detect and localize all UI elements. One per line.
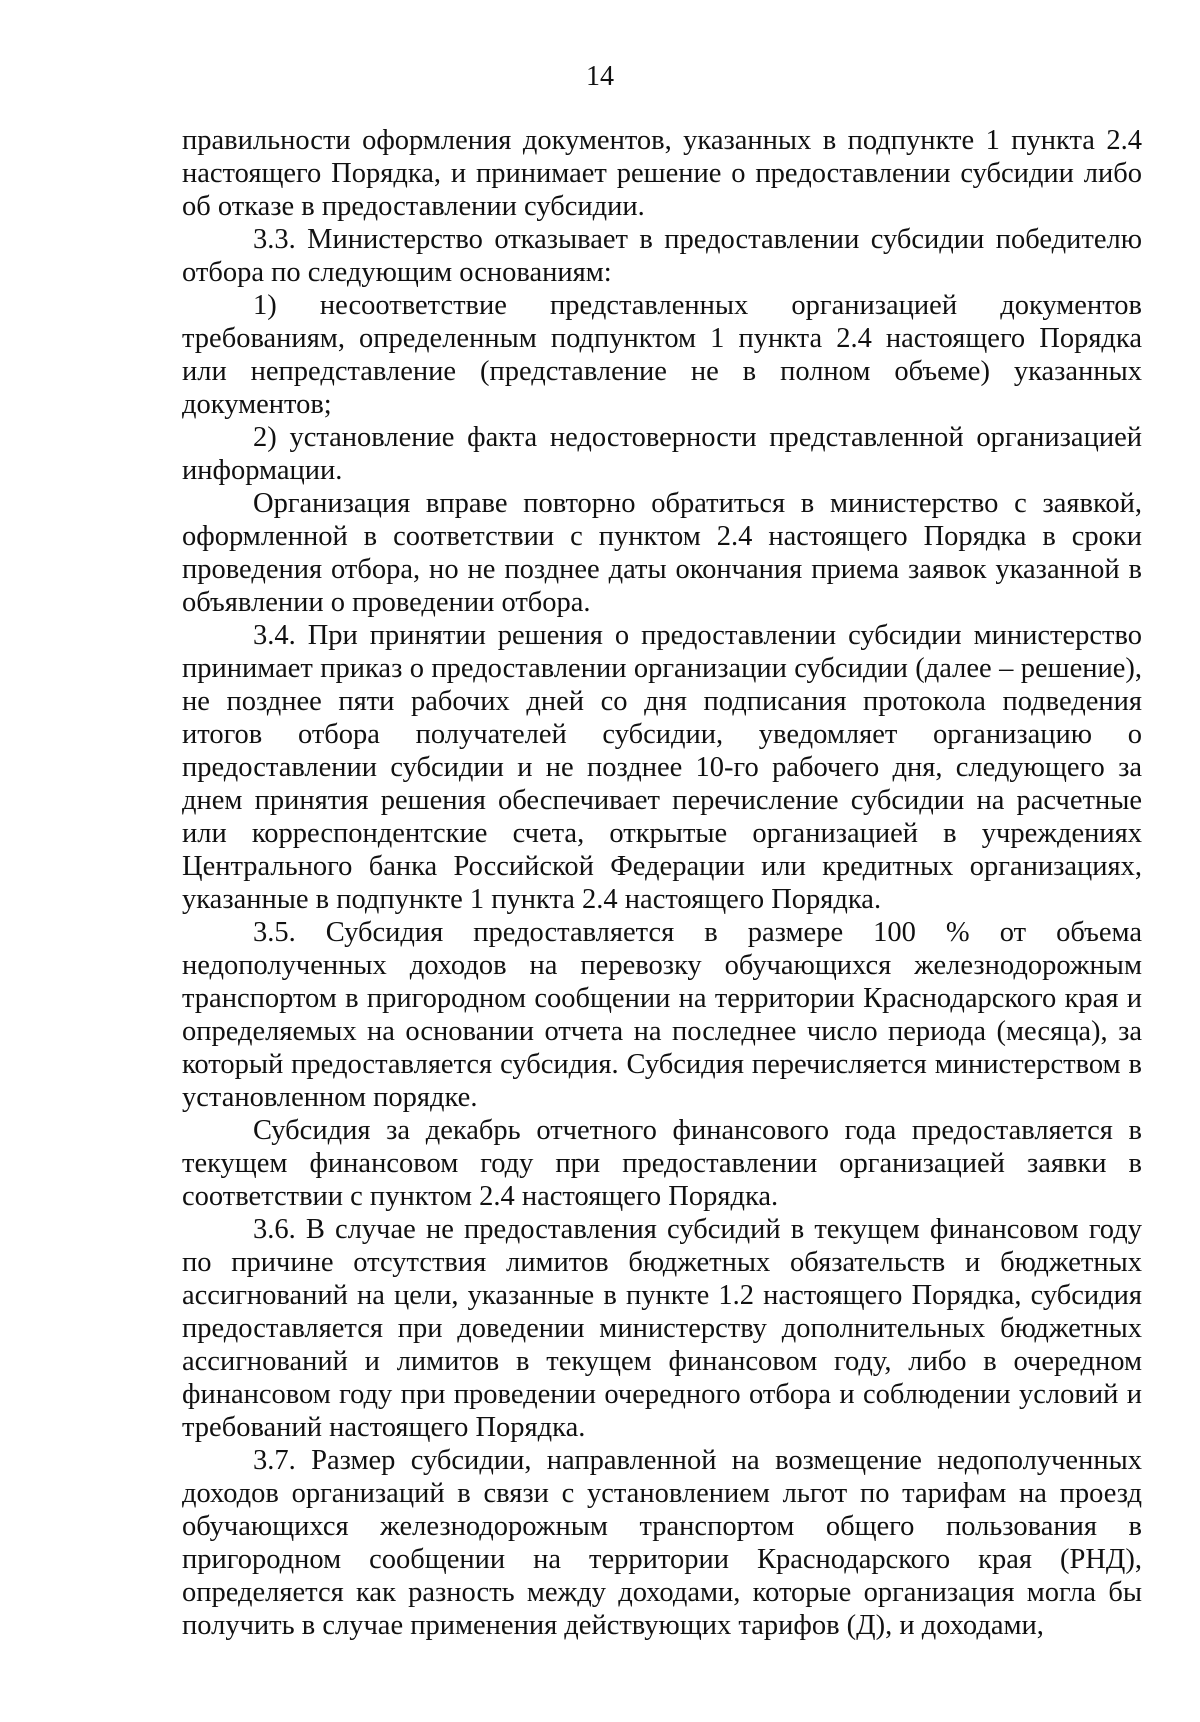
paragraph-continuation: правильности оформления документов, указанных в подпункте 1 пункта 2.4 настоящего Порядка, и принимает решение о предоставлении субсидии либо об отказе в предоставлении субсидии. bbox=[182, 125, 1142, 222]
paragraph-3-7: 3.7. Размер субсидии, направленной на возмещение недополученных доходов организаций в связи с установлением льгот по тарифам на проезд обучающихся железнодорожным транспортом общего пользования в пригородном сообщении на территории Краснодарского края (РНД), определяется как разность между доходами, которые организация могла бы получить в случае применения действующих тарифов (Д), и доходами, bbox=[182, 1445, 1142, 1641]
paragraph-december: Субсидия за декабрь отчетного финансового года предоставляется в текущем финансовом году при предоставлении организацией заявки в соответствии с пунктом 2.4 настоящего Порядка. bbox=[182, 1115, 1142, 1212]
paragraph-reapply: Организация вправе повторно обратиться в министерство с заявкой, оформленной в соответствии с пунктом 2.4 настоящего Порядка в сроки проведения отбора, но не позднее даты окончания приема заявок указанной в объявлении о проведении отбора. bbox=[182, 488, 1142, 618]
paragraph-3-3: 3.3. Министерство отказывает в предоставлении субсидии победителю отбора по следующим основаниям: bbox=[182, 224, 1142, 288]
paragraph-3-6: 3.6. В случае не предоставления субсидий в текущем финансовом году по причине отсутствия лимитов бюджетных обязательств и бюджетных ассигнований на цели, указанные в пункте 1.2 настоящего Порядка, субсидия предоставляется при доведении министерству дополнительных бюджетных ассигнований и лимитов в текущем финансовом году, либо в очередном финансовом году при проведении очередного отбора и соблюдении условий и требований настоящего Порядка. bbox=[182, 1214, 1142, 1443]
page-number: 14 bbox=[586, 61, 614, 92]
paragraph-3-3-item-1: 1) несоответствие представленных организацией документов требованиям, определенным подпунктом 1 пункта 2.4 настоящего Порядка или непредставление (представление не в полном объеме) указанных документов; bbox=[182, 290, 1142, 420]
paragraph-3-4: 3.4. При принятии решения о предоставлении субсидии министерство принимает приказ о предоставлении организации субсидии (далее – решение), не позднее пяти рабочих дней со дня подписания протокола подведения итогов отбора получателей субсидии, уведомляет организацию о предоставлении субсидии и не позднее 10-го рабочего дня, следующего за днем принятия решения обеспечивает перечисление субсидии на расчетные или корреспондентские счета, открытые организацией в учреждениях Центрального банка Российской Федерации или кредитных организациях, указанные в подпункте 1 пункта 2.4 настоящего Порядка. bbox=[182, 620, 1142, 915]
paragraph-3-3-item-2: 2) установление факта недостоверности представленной организацией информации. bbox=[182, 422, 1142, 486]
document-body bbox=[182, 124, 1142, 1642]
paragraph-3-5: 3.5. Субсидия предоставляется в размере 100 % от объема недополученных доходов на перевозку обучающихся железнодорожным транспортом в пригородном сообщении на территории Краснодарского края и определяемых на основании отчета на последнее число периода (месяца), за который предоставляется субсидия. Субсидия перечисляется министерством в установленном порядке. bbox=[182, 917, 1142, 1113]
